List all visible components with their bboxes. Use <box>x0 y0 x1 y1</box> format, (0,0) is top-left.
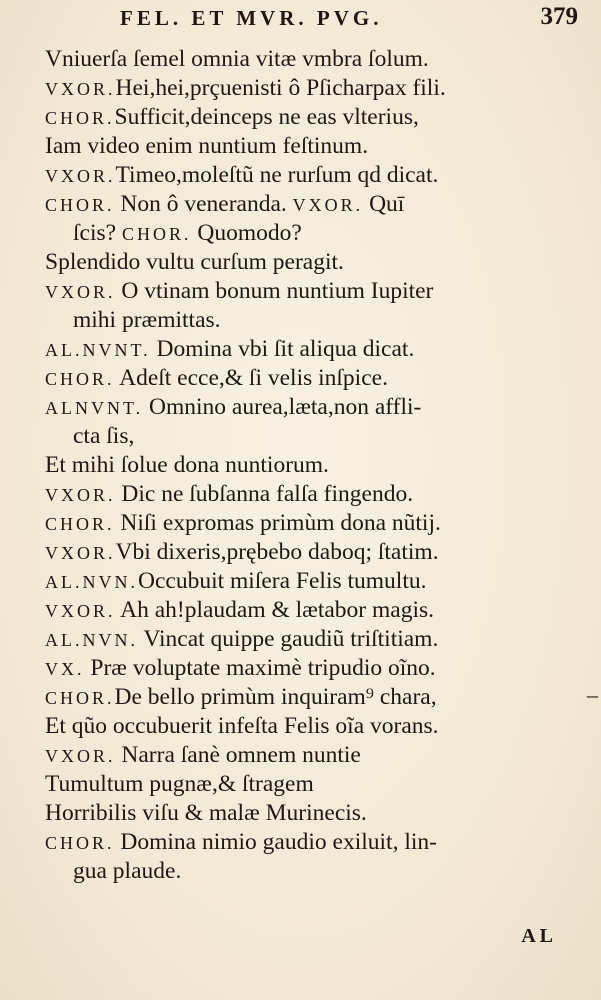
text-line <box>0 596 601 625</box>
line-text: Non ô veneranda. <box>114 191 293 217</box>
speaker-label: VXOR. <box>45 601 116 621</box>
line-text: Ah ah!plaudam & lætabor magis. <box>115 597 435 623</box>
line-text: Dic ne ſubſanna falſa fingendo. <box>115 481 414 507</box>
line-text: cta ſis, <box>73 423 135 449</box>
speaker-label: CHOR. <box>45 369 115 389</box>
speaker-label: VXOR. <box>45 282 116 302</box>
text-line <box>0 248 601 277</box>
speaker-label: ALNVNT. <box>45 398 144 418</box>
line-text: Vbi dixeris,prębebo daboq; ſtatim. <box>115 539 439 565</box>
line-text: Iam video enim nuntium feſtinum. <box>45 133 369 159</box>
line-text: Domina vbi ſit aliqua dicat. <box>150 336 415 362</box>
speaker-label: CHOR. <box>45 108 115 128</box>
line-text: Niſi expromas primùm dona nũtij. <box>114 510 441 536</box>
text-line <box>0 103 601 132</box>
speaker-label: CHOR. <box>121 224 192 244</box>
text-block <box>0 45 601 886</box>
text-line <box>0 422 601 451</box>
line-text: Horribilis viſu & malæ Murinecis. <box>45 800 367 826</box>
speaker-label: CHOR. <box>45 195 115 215</box>
text-line <box>0 277 601 306</box>
text-line <box>0 132 601 161</box>
speaker-label: VXOR. <box>45 166 116 186</box>
speaker-label: CHOR. <box>45 833 115 853</box>
line-text: Occubuit miſera Felis tumultu. <box>138 568 427 594</box>
text-line <box>0 335 601 364</box>
line-text: mihi præmittas. <box>73 307 221 333</box>
line-text: Hei,hei,prçuenisti ô Pſicharpax fili. <box>115 75 446 101</box>
line-text: Præ voluptate maximè tripudio oĩno. <box>84 655 436 681</box>
speaker-label: CHOR. <box>45 688 115 708</box>
line-text: De bello primùm inquiram⁹ chara, <box>114 684 437 710</box>
line-text: Et qũo occubuerit infeſta Felis oĩa vorans. <box>45 713 439 739</box>
page-header <box>120 3 590 38</box>
text-line <box>0 509 601 538</box>
running-head: FEL. ET MVR. PVG. <box>120 6 383 30</box>
line-text: Adeſt ecce,& ſi velis inſpice. <box>114 365 388 391</box>
line-text: Quomodo? <box>191 220 302 246</box>
line-text: Vincat quippe gaudiũ triſtitiam. <box>138 626 439 652</box>
text-line <box>0 741 601 770</box>
speaker-label: AL.NVN. <box>45 630 138 650</box>
text-line <box>0 219 601 248</box>
text-line <box>0 74 601 103</box>
text-line <box>0 393 601 422</box>
text-line <box>0 306 601 335</box>
line-text: gua plaude. <box>73 858 182 884</box>
text-line <box>0 190 601 219</box>
speaker-label: AL.NVN. <box>45 572 138 592</box>
text-line <box>0 538 601 567</box>
text-line <box>0 770 601 799</box>
text-line <box>0 683 601 712</box>
text-line <box>0 712 601 741</box>
line-text: Et mihi ſolue dona nuntiorum. <box>45 452 329 478</box>
speaker-label: VXOR. <box>45 485 116 505</box>
line-text: O vtinam bonum nuntium Iupiter <box>115 278 434 304</box>
speaker-label: VXOR. <box>45 746 116 766</box>
text-line <box>0 654 601 683</box>
text-line <box>0 799 601 828</box>
line-text: Omnino aurea,læta,non affli- <box>143 394 422 420</box>
speaker-label: AL.NVNT. <box>45 340 151 360</box>
speaker-label: CHOR. <box>45 514 115 534</box>
line-text: Quī <box>363 191 405 217</box>
line-text: Narra ſanè omnem nuntie <box>115 742 361 768</box>
speaker-label: VXOR. <box>292 195 364 215</box>
catchword: A L <box>521 925 553 947</box>
text-line <box>0 45 601 74</box>
page-number: 379 <box>540 3 578 30</box>
line-text: ſcis? <box>73 220 122 246</box>
speaker-label: VX. <box>45 659 85 679</box>
text-line <box>0 161 601 190</box>
text-line <box>0 625 601 654</box>
speaker-label: VXOR. <box>45 543 116 563</box>
text-line <box>0 857 601 886</box>
speaker-label: VXOR. <box>45 79 116 99</box>
line-text: Sufficit,deinceps ne eas vlterius, <box>114 104 419 130</box>
text-line <box>0 828 601 857</box>
text-line <box>0 364 601 393</box>
text-line <box>0 480 601 509</box>
line-text: Splendido vultu curſum peragit. <box>45 249 344 275</box>
text-line <box>0 567 601 596</box>
line-text: Tumultum pugnæ,& ſtragem <box>45 771 314 797</box>
line-text: Vniuerſa ſemel omnia vitæ vmbra ſolum. <box>45 46 429 72</box>
text-line <box>0 451 601 480</box>
line-text: Timeo,moleſtũ ne rurſum qd dicat. <box>115 162 439 188</box>
margin-dash: – <box>587 682 598 707</box>
line-text: Domina nimio gaudio exiluit, lin- <box>114 829 437 855</box>
